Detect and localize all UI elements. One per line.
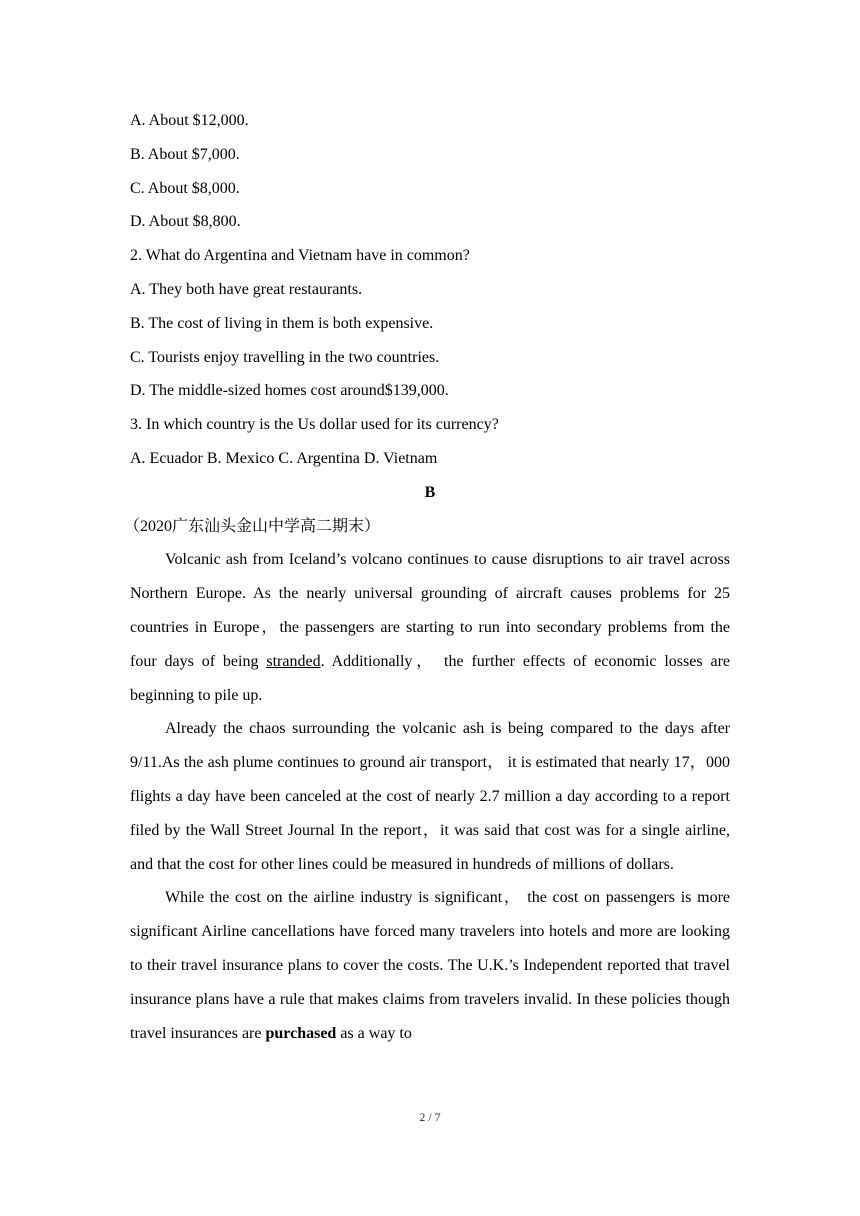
paragraph-2: Already the chaos surrounding the volcanic ash is being compared to the days after 9/11.As the ash plume continues to ground air transport， it is estimated that nearly 17，000 flights a day have been canceled at the cost of nearly 2.7 million a day according to a report filed by the Wall Street Journal In the report，it was said that cost was for a single airline, and that the cost for other lines could be measured in hundreds of millions of dollars. (130, 720, 730, 873)
paragraph-1 (130, 543, 730, 712)
q2-option-d: D. The middle-sized homes cost around$139,000. (130, 382, 449, 400)
underlined-word: stranded (266, 652, 321, 670)
source-note: （2020广东汕头金山中学高二期末） (124, 517, 381, 535)
q3-options: A. Ecuador B. Mexico C. Argentina D. Vietnam (130, 449, 438, 467)
q1-option-a: A. About $12,000. (130, 112, 249, 129)
q2-question: 2. What do Argentina and Vietnam have in common? (130, 247, 470, 265)
paragraph-3-text-a: While the cost on the airline industry is significant， the cost on passengers is more significant Airline cancellations have forced many travelers into hotels and more are looking to their travel insurance plans to cover the costs. The U.K.’s Independent reported that travel insurance plans have a rule that makes claims from travelers invalid. In these policies though travel insurances are (130, 889, 730, 1042)
q1-option-c: C. About $8,000. (130, 179, 240, 197)
bold-word: purchased (265, 1024, 337, 1042)
q1-option-b: B. About $7,000. (130, 145, 240, 163)
q1-option-d: D. About $8,800. (130, 213, 241, 231)
paragraph-1-text-b: . Additionally， the further effects of economic losses are beginning to pile up. (130, 652, 730, 704)
paragraph-3-text-b: as a way to (336, 1024, 412, 1042)
section-heading: B (424, 483, 436, 501)
q3-question: 3. In which country is the Us dollar used for its currency? (130, 416, 499, 434)
document-page (124, 104, 730, 1050)
q2-option-c: C. Tourists enjoy travelling in the two countries. (130, 348, 440, 366)
paragraph-3 (130, 881, 730, 1050)
q2-option-b: B. The cost of living in them is both expensive. (130, 314, 434, 332)
page-number: 2 / 7 (419, 1110, 441, 1124)
paragraph-1-text-a: Volcanic ash from Iceland’s volcano continues to cause disruptions to air travel across Northern Europe. As the nearly universal grounding of aircraft causes problems for 25 countries in Europe，the passengers are starting to run into secondary problems from the four days of being (130, 551, 730, 670)
q2-option-a: A. They both have great restaurants. (130, 280, 363, 298)
